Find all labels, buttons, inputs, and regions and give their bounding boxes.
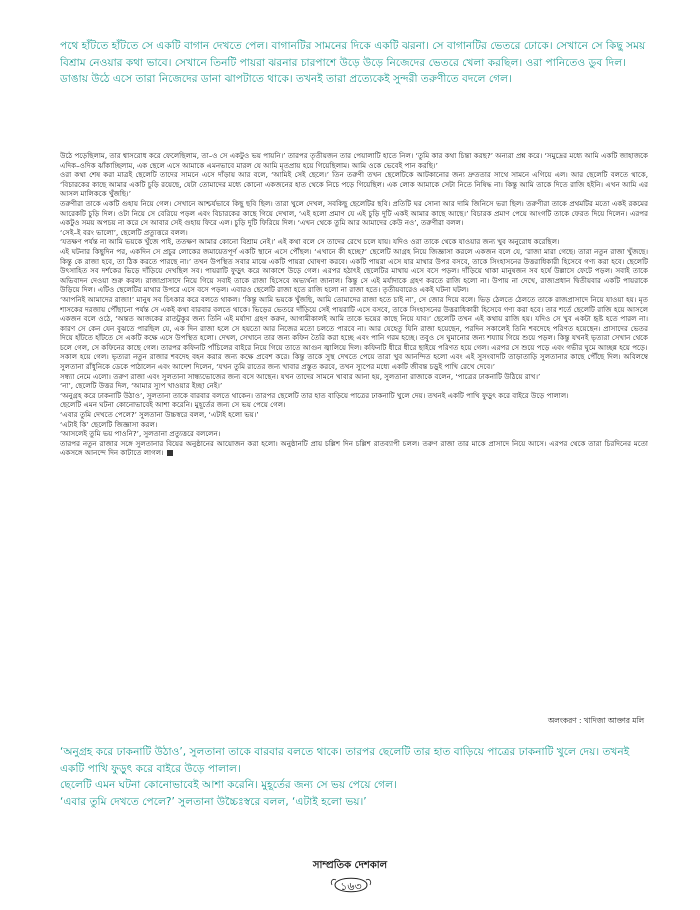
body-paragraph: ‘অনুগ্রহ করে ঢাকনাটি উঠাও’, সুলতানা তাকে বারবার বলতে থাকেন। তারপর ছেলেটি তার হাত বাড়িয়ে পাত্রের ঢাকনাটি খুলে দেয়। তখনই একটি পাখি ফুড়ুৎ করে বাইরে উড়ে পালাল। — [60, 390, 569, 400]
end-mark-icon — [167, 450, 173, 456]
article-body — [60, 151, 648, 671]
body-paragraph: ‘সেই–ই বরং ভালো’, ছেলেটি প্রত্যুত্তরে বলল। — [60, 227, 188, 237]
illustrator-credit: অলংকরণ : খাদিজা আক্তার মলি — [547, 716, 644, 725]
body-paragraph: এই ঘটনার কিছুদিন পর, একদিন সে প্রচুর লোকের জমায়েতপূর্ণ একটি স্থানে এসে পৌঁছল। ‘এখানে কী হচ্ছে?’ ছেলেটি আগ্রহ নিয়ে জিজ্ঞাসা করলে একজন বলে যে, ‘রাজা মারা গেছে। তারা নতুন রাজা খুঁজছে। কিন্তু কে রাজা হবে, তা ঠিক করতে পারছে না।’ তখন উপস্থিত সবার মাঝে একটি পায়রা ঘোষণা করবে। একটি পায়রা এসে যার মাথার উপর বসবে, তাকে সিংহাসনের উত্তরাধিকারী হিসেবে গণ্য করা হবে। ছেলেটি উৎসাহিত সব দর্শকের ভিড়ে দাঁড়িয়ে দেখছিল সব। পায়রাটি ফুড়ুৎ করে আকাশে উড়ে গেল। এরপর হঠাৎই ছেলেটির মাথায় এসে বসে পড়ল। দাঁড়িয়ে থাকা মানুষজন সব হর্ষে উল্লাসে ফেটে পড়ল। সবাই তাকে অভিবাদন দেওয়া শুরু করল। রাজাপ্রাসাদে নিয়ে গিয়ে সবাই তাকে রাজা হিসেবে অভ্যর্থনা জানাল। কিন্তু সে এই মর্যাদাকে গ্রহণ করতে রাজি হলো না। উপায় না দেখে, রাজ্যপ্রধান দ্বিতীয়বার একটি পায়রাকে উড়িয়ে দিল। এটিও ছেলেটির মাথার উপরে এসে বসে পড়ল। এবারও ছেলেটি রাজা হতে রাজি হলো না রাজা হতে। তৃতীয়বারেও একই ঘটনা ঘটল। — [60, 246, 648, 295]
body-paragraph: ‘আসলেই তুমি ভয় পাওনি?’, সুলতানা প্রত্যুত্তরে বললেন। — [60, 429, 221, 439]
body-paragraph: ছেলেটি এমন ঘটনা কোনোভাবেই আশা করেনি। মুহূর্তের জন্য সে ভয় পেয়ে গেল। — [60, 400, 286, 410]
body-paragraph: ওরা কথা শেষ করা মাত্রই ছেলেটি তাদের সামনে এসে দাঁড়ায় আর বলে, ‘আমিই সেই ছেলে।’ তিন তরুণী তখন ছেলেটিকে আটকানোর জন্য দ্রুততার সাথে সামনে এগিয়ে এল। আর ছেলেটি বলতে থাকে, ‘বিচারকের কাছে আমার একটি চুড়ি রয়েছে, যেটা তোমাদের মধ্যে কোনো একজনের হাত থেকে নিচে পড়ে গিয়েছিল। এক লোক আমাকে সেটা নিতে নিষিদ্ধ না। কিন্তু আমি তাকে দিতে রাজি হইনি। এখন আমি এর আসল মালিককে খুঁজছি।’ — [60, 170, 648, 199]
body-paragraph: ‘না’, ছেলেটি উত্তর দিল, ‘আমার স্যুপ খাওয়ার ইচ্ছা নেই।’ — [60, 381, 223, 391]
pull-quote-bottom-line: ‘এবার তুমি দেখতে পেলে?’ সুলতানা উচ্চৈঃস্বরে বলল, ‘এটাই হলো ভয়।’ — [60, 795, 367, 808]
body-paragraph: উঠে পড়েছিলাম, তার শ্বাসরোধ করে ফেলেছিলাম, তা–ও সে একটুও ভয় পায়নি।’ তারপর তৃতীয়জন তার পেয়ালাটি হাতে নিল। ‘তুমি কার কথা চিন্তা করছ?’ অন্যরা প্রশ্ন করে। ‘সমুদ্রের মধ্যে আমি একটি জাহাজকে এদিক–ওদিক ঝাঁকাচ্ছিলাম, এক ছেলে এসে আমাকে এমনভাবে মারল যে আমি মৃতপ্রায় হয়ে গিয়েছিলাম। আমি ওকে ভেবেই পান করছি।’ — [60, 151, 648, 170]
body-paragraph: সকাল হয়ে গেল। ভৃত্যরা নতুন রাজার শবদেহ বহন করার জন্য কক্ষে প্রবেশ করে। কিন্তু তাকে সুস্থ দেখতে পেয়ে তারা খুব আনন্দিত হলো এবং এই সুসংবাদটি তাড়াতাড়ি সুলতানার কাছে পৌঁছে দিল। অবিলম্বে সুলতানা রাঁধুনিকে ডেকে পাঠালেন এবং আদেশ দিলেন, ‘যখন তুমি রাতের জন্য খাবার প্রস্তুত করবে, তখন স্যুপের মধ্যে একটি জীবন্ত চড়ুই পাখি রেখে দেবে।’ — [60, 352, 648, 372]
page-number: ১৬৩ — [340, 880, 362, 893]
body-paragraph: ‘যতক্ষণ পর্যন্ত না আমি ভয়কে খুঁজে পাই, ততক্ষণ আমার কোনো বিশ্রাম নেই।’ এই কথা বলে সে তাদের রেখে চলে যায়। যদিও ওরা তাকে থেকে যাওয়ার জন্য খুব অনুরোধ করেছিল। — [60, 237, 560, 247]
pull-quote-bottom-line: ছেলেটি এমন ঘটনা কোনোভাবেই আশা করেনি। মুহূর্তের জন্য সে ভয় পেয়ে গেল। — [60, 779, 397, 791]
body-paragraph-last-text: তারপর নতুন রাজার সঙ্গে সুলতানার বিয়ের অনুষ্ঠানের আয়োজন করা হলো। অনুষ্ঠানটি প্রায় চল্লিশ দিন চল্লিশ রাতব্যাপী চলল। তরুণ রাজা তার মাকে প্রাসাদে নিয়ে আসে। এরপর থেকে তারা চিরদিনের মতো একসঙ্গে আনন্দে দিন কাটাতে লাগল। — [60, 438, 648, 458]
magazine-name: সাম্প্রতিক দেশকাল — [312, 860, 388, 871]
pull-quote-bottom — [60, 744, 650, 824]
body-paragraph: ‘আপনিই আমাদের রাজা!’ মানুষ সব চিৎকার করে বলতে থাকল। ‘কিন্তু আমি ভয়কে খুঁজছি, আমি তোমাদের রাজা হতে চাই না’, সে জোর দিয়ে বলে। ভিড় ঠেলতে ঠেলতে তাকে রাজপ্রাসাদে নিয়ে যাওয়া হয়। মৃত শাসকের দরজায় পৌঁছানো পর্যন্ত সে একই কথা বারবার বলতে থাকে। ভিড়ের ভেতরে দাঁড়িয়ে সেই পায়রাটি এসে বসবে, তাকে সিংহাসনের উত্তরাধিকারী হিসেবে গণ্য করা হবে। তার শর্তে ছেলেটি রাজি হয়ে আসলে একজন বলে ওঠে, ‘অন্তত আজকের রাতটুকুর জন্য তিনি এই মর্যাদা গ্রহণ করুন, আগামীকালই আমি তাকে ভয়ের কাছে নিয়ে যাব।’ ছেলেটি তখন এই কথায় রাজি হয়। যদিও সে খুব একটা হৃষ্ট হতে পারল না। কারণ সে কেন যেন বুঝতে পারছিল যে, এক দিন রাজা হলে সে হয়তো আর নিজের মতো চলতে পারবে না। আর যেহেতু যিনি রাজা হয়েছেন, পরদিন সকালেই তিনি শবদেহে পরিণত হয়েছেন। প্রাসাদের ভেতর দিয়ে হাঁটতে হাঁটতে সে একটি কক্ষে এসে উপস্থিত হলো। দেখল, সেখানে তার জন্য কফিন তৈরি করা হচ্ছে এবং পানি গরম হচ্ছে। তবুও সে ঘুমানোর জন্য শয্যায় গিয়ে শুয়ে পড়ল। কিন্তু যখনই ভৃত্যরা সেখান থেকে চলে গেল, সে কফিনের কাছে গেল। তারপর কফিনটি পাঁচিলের বাইরে নিয়ে গিয়ে তাতে আগুন জ্বালিয়ে দিল। কফিনটি ধীরে ধীরে ছাইয়ে পরিণত হয়ে গেল। এরপর সে শুয়ে পড়ে এবং গভীর ঘুমে আচ্ছন্ন হয়ে পড়ে। — [60, 294, 648, 352]
body-paragraph: ‘এটাই কি’ ছেলেটি জিজ্ঞাসা করল। — [60, 419, 158, 429]
pull-quote-top-text: পথে হাঁটতে হাঁটতে সে একটি বাগান দেখতে পেল। বাগানটির সামনের দিকে একটি ঝরনা। সে বাগানটির ভেতরে ঢোকে। সেখানে সে কিছু সময় বিশ্রাম নেওয়ার কথা ভাবে। সেখানে তিনটি পায়রা ঝরনার চারপাশে উড়ে উড়ে নিজেদের ভেতরে খেলা করছিল। ওরা পানিতেও ডুব দিল। ডাঙায় উঠে এসে তারা নিজেদের ডানা ঝাপটাতে থাকে। তখনই তারা প্রত্যেকেই সুন্দরী তরুণীতে বদলে গেল। — [60, 40, 646, 85]
page-number-badge — [329, 872, 373, 898]
body-paragraph: ‘এবার তুমি দেখতে পেলে?’ সুলতানা উচ্চস্বরে বলল, ‘এটাই হলো ভয়।’ — [60, 410, 259, 420]
body-paragraph: সন্ধ্যা নেমে এলো। তরুণ রাজা এবং সুলতানা সান্ধ্যভোজের জন্য বসে আছেন। যখন তাদের সামনে খাবার আনা হয়, সুলতানা রাজাকে বলেন, ‘পাত্রের ঢাকনাটি উঠিয়ে রাখ।’ — [60, 371, 541, 381]
pull-quote-top — [60, 38, 650, 138]
body-paragraph: তরুণীরা তাকে একটি গুহায় নিয়ে গেল। সেখানে আশ্চর্যভাবে কিছু ছবি ছিল। তারা খুলে দেখল, সবকিছু ছেলেটির ছবি। প্রতিটি ঘর সোনা আর দামি জিনিসে ভরা ছিল। তরুণীরা তাকে প্রথমটির মতো একই রকমের আরেকটি চুড়ি দিল। ওটা নিয়ে সে বেরিয়ে পড়ল এবং বিচারকের কাছে গিয়ে দেখাল, ‘এই হলো প্রমাণ যে এই চুড়ি দুটি একই আমার কাছে আছে।’ বিচারক প্রমাণ পেয়ে আংগটি তাকে ফেরত দিয়ে দিলেন। এরপর একটুও সময় অপচয় না করে সে আবার সেই গুহায় ফিরে এল। চুড়ি দুটি ফিরিয়ে দিল। ‘এখন থেকে তুমি আর আমাদের কেউ নও’, তরুণীরা বলল। — [60, 198, 648, 228]
pull-quote-bottom-line: ‘অনুগ্রহ করে ঢাকনাটি উঠাও’, সুলতানা তাকে বারবার বলতে থাকে। তারপর ছেলেটি তার হাত বাড়িয়ে পাত্রের ঢাকনাটি খুলে দেয়। তখনই একটি পাখি ফুড়ুৎ করে বাইরে উড়ে পালাল। — [60, 746, 630, 775]
body-paragraph-last — [60, 439, 648, 458]
